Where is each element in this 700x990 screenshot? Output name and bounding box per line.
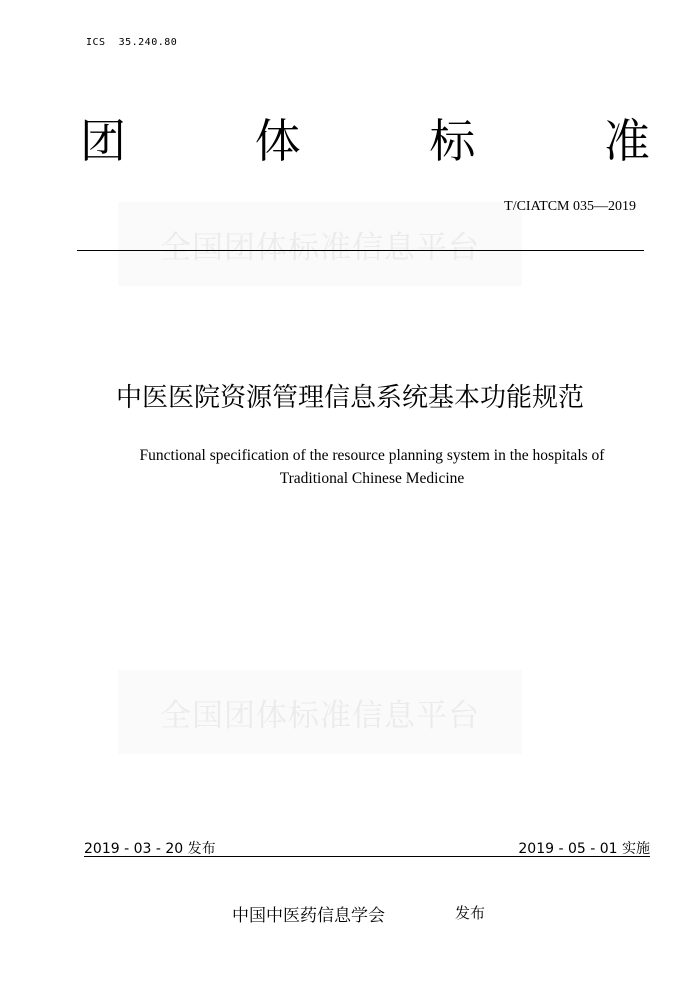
ics-code: ICS 35.240.80 bbox=[86, 37, 178, 48]
document-type-char: 团 bbox=[80, 114, 126, 168]
document-type-title bbox=[80, 108, 650, 174]
footer-divider bbox=[84, 856, 650, 857]
document-type-char: 体 bbox=[254, 114, 301, 168]
english-title-line: Functional specification of the resource planning system in the hospitals of bbox=[139, 447, 605, 464]
publisher-name: 中国中医药信息学会 bbox=[232, 906, 385, 926]
document-type-char: 准 bbox=[603, 114, 650, 168]
document-type-char: 标 bbox=[429, 114, 476, 168]
english-title-line: Traditional Chinese Medicine bbox=[279, 470, 465, 487]
watermark: 全国团体标准信息平台 bbox=[118, 670, 522, 754]
english-title bbox=[60, 444, 684, 490]
header-divider bbox=[77, 250, 644, 251]
issue-date: 2019 - 03 - 20 发布 bbox=[84, 841, 216, 857]
standard-code: T/CIATCM 035—2019 bbox=[504, 199, 636, 214]
watermark: 全国团体标准信息平台 bbox=[118, 202, 522, 286]
chinese-title: 中医医院资源管理信息系统基本功能规范 bbox=[115, 383, 584, 413]
publish-label: 发布 bbox=[455, 904, 486, 922]
implementation-date: 2019 - 05 - 01 实施 bbox=[518, 841, 650, 857]
